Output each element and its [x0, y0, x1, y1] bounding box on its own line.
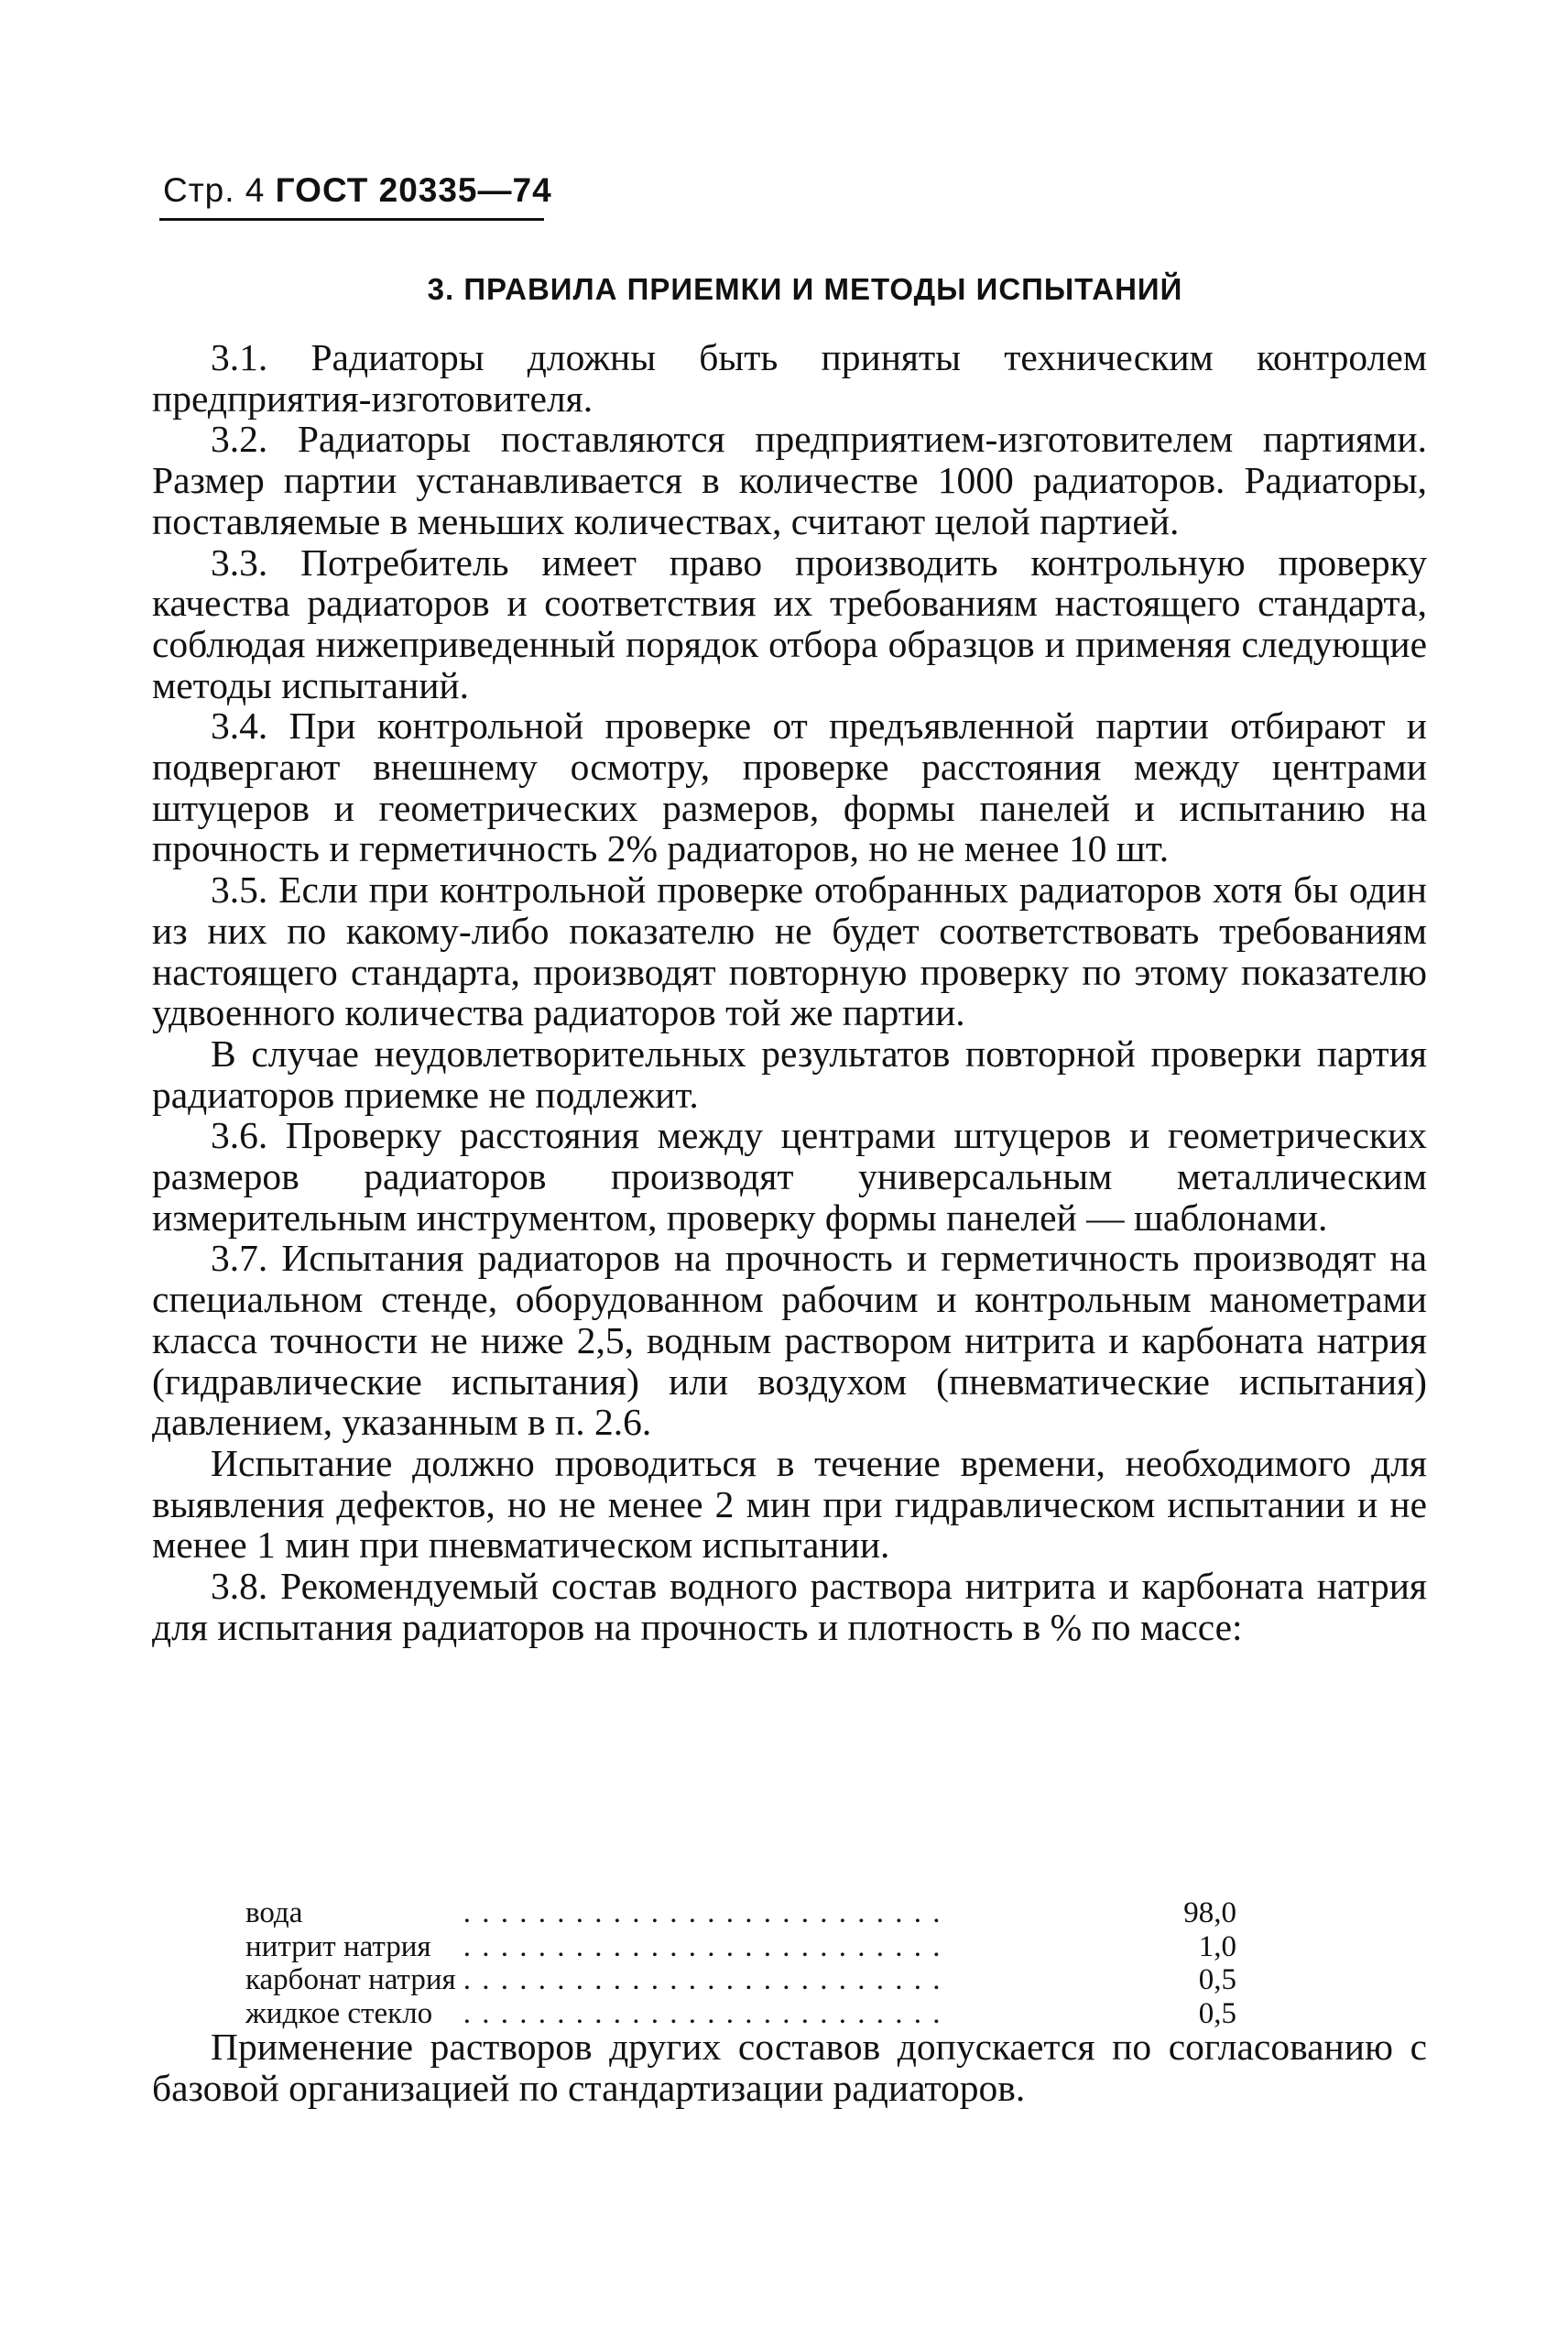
component-name: карбонат натрия: [245, 1963, 456, 1997]
page-label: Стр. 4: [163, 171, 266, 209]
paragraph-3-3: 3.3. Потребитель имеет право производить контрольную проверку качества радиаторов и соответствия их требованиям настоящего стандарта, соблюдая нижеприведенный порядок отбора образцов и применяя следующие методы испытаний.: [152, 541, 1427, 706]
component-value: 98,0: [1183, 1896, 1236, 1929]
paragraph-3-5: 3.5. Если при контрольной проверке отобранных радиаторов хотя бы один из них по какому-либо показателю не будет соответствовать требованиям настоящего стандарта, производят повторную проверку по этому показателю удвоенного количества радиаторов той же партии.: [152, 869, 1427, 1034]
paragraph-3-7: 3.7. Испытания радиаторов на прочность и герметичность производят на специальном стенде, оборудованном рабочим и контрольным манометрами класса точности не ниже 2,5, водным раствором нитрита и карбоната натрия (гидравлические испытания) или воздухом (пневматические испытания) давлением, указанным в п. 2.6.: [152, 1237, 1427, 1444]
paragraph-3-4: 3.4. При контрольной проверке от предъявленной партии отбирают и подвергают внешнему осмотру, проверке расстояния между центрами штуцеров и геометрических размеров, формы панелей и испытанию на прочность и герметичность 2% радиаторов, но не менее 10 шт.: [152, 705, 1427, 870]
composition-row: [245, 1930, 1236, 1964]
dot-leader: [456, 1963, 1173, 1997]
standard-number: ГОСТ 20335—74: [275, 171, 552, 209]
paragraph-3-1: 3.1. Радиаторы дложны быть приняты техническим контролем предприятия-изготовителя.: [152, 336, 1427, 420]
section-title: 3. ПРАВИЛА ПРИЕМКИ И МЕТОДЫ ИСПЫТАНИЙ: [427, 272, 1183, 306]
composition-row: [245, 1963, 1236, 1997]
dot-leader: [456, 1896, 1173, 1930]
component-name: вода: [245, 1896, 303, 1929]
dot-leader: [456, 1930, 1173, 1964]
header-rule: [159, 218, 544, 221]
component-name: жидкое стекло: [245, 1996, 433, 2030]
component-name: нитрит натрия: [245, 1929, 431, 1963]
paragraph-3-8: 3.8. Рекомендуемый состав водного раствора нитрита и карбоната натрия для испытания радиаторов на прочность и плотность в % по массе:: [152, 1565, 1427, 1648]
paragraph-3-7-cont: Испытание должно проводиться в течение времени, необходимого для выявления дефектов, но не менее 2 мин при гидравлическом испытании и не менее 1 мин при пневматическом испытании.: [152, 1441, 1427, 1567]
component-value: 0,5: [1198, 1963, 1236, 1997]
running-header: [163, 170, 552, 211]
closing-section: [152, 2027, 1427, 2108]
composition-table: [245, 1896, 1236, 2030]
paragraph-3-6: 3.6. Проверку расстояния между центрами штуцеров и геометрических размеров радиаторов производят универсальным металлическим измерительным инструментом, проверку формы панелей — шаблонами.: [152, 1114, 1427, 1239]
paragraph-3-2: 3.2. Радиаторы поставляются предприятием-изготовителем партиями. Размер партии устанавливается в количестве 1000 радиаторов. Радиаторы, поставляемые в меньших количествах, считают целой партией.: [152, 418, 1427, 542]
component-value: 1,0: [1198, 1929, 1236, 1963]
component-value: 0,5: [1198, 1996, 1236, 2030]
section-body: [152, 337, 1427, 1648]
closing-paragraph: Применение растворов других составов допускается по согласованию с базовой организацией по стандартизации радиаторов.: [152, 2026, 1427, 2109]
paragraph-3-5-cont: В случае неудовлетворительных результатов повторной проверки партия радиаторов приемке не подлежит.: [152, 1032, 1427, 1116]
composition-row: [245, 1896, 1236, 1930]
